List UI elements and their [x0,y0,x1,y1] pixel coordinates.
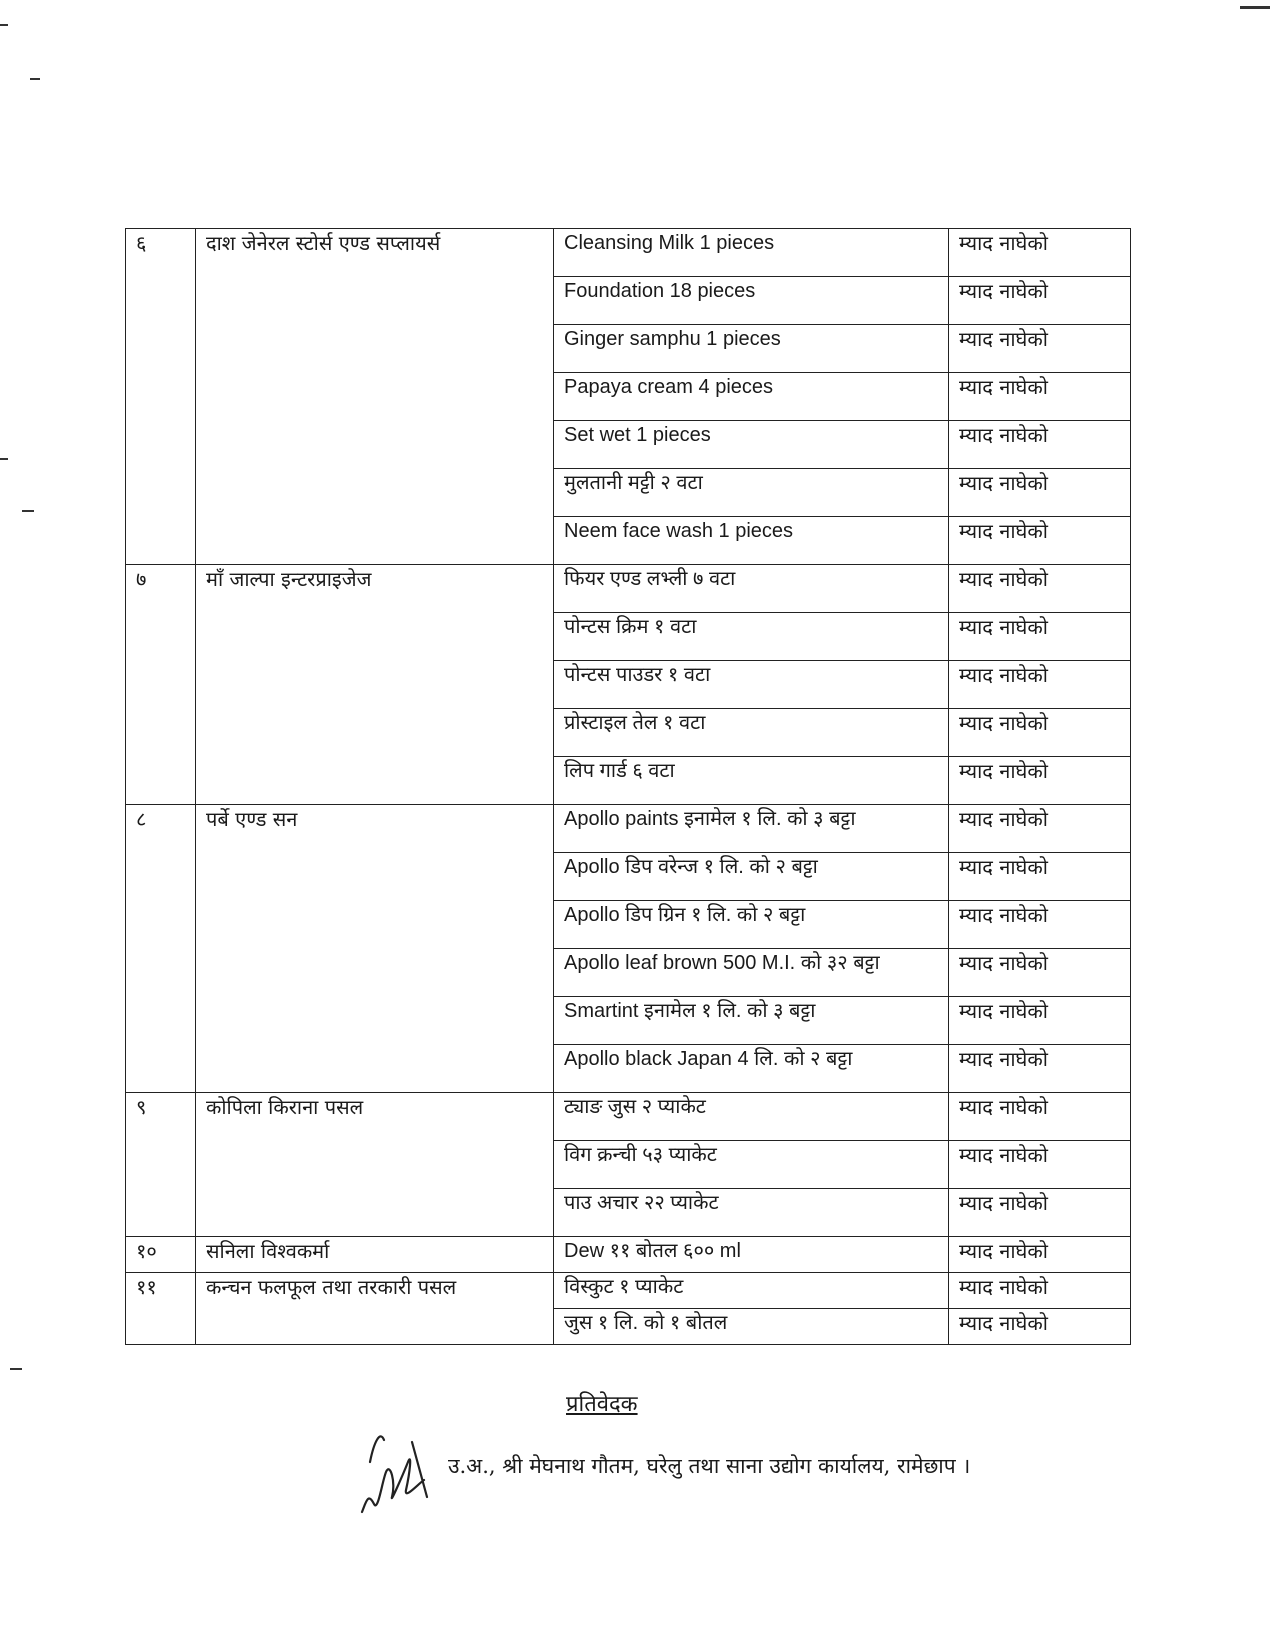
expiry-status-cell: म्याद नाघेको [949,1189,1131,1237]
item-description-cell: मुलतानी मट्टी २ वटा [554,469,949,517]
item-description-cell: Apollo paints इनामेल १ लि. को ३ बट्टा [554,805,949,853]
expiry-status-cell: म्याद नाघेको [949,277,1131,325]
signature [352,1422,432,1522]
item-description-cell: Papaya cream 4 pieces [554,373,949,421]
scan-mark [0,24,8,26]
serial-number-cell: ७ [126,565,196,805]
table-row [126,1273,1131,1309]
table-row [126,229,1131,277]
item-description-cell: ट्याङ जुस २ प्याकेट [554,1093,949,1141]
expiry-status-cell: म्याद नाघेको [949,1093,1131,1141]
item-description-cell: विग क्रन्ची ५३ प्याकेट [554,1141,949,1189]
scan-mark [22,510,34,512]
shop-name-cell: माँ जाल्पा इन्टरप्राइजेज [196,565,554,805]
expiry-status-cell: म्याद नाघेको [949,901,1131,949]
scan-mark [10,1368,22,1370]
expiry-status-cell: म्याद नाघेको [949,1237,1131,1273]
item-description-cell: Ginger samphu 1 pieces [554,325,949,373]
reporter-heading: प्रतिवेदक [566,1392,638,1417]
expiry-status-cell: म्याद नाघेको [949,805,1131,853]
serial-number-cell: ११ [126,1273,196,1345]
serial-number-cell: ९ [126,1093,196,1237]
expiry-status-cell: म्याद नाघेको [949,565,1131,613]
item-description-cell: Cleansing Milk 1 pieces [554,229,949,277]
scan-mark [30,78,40,80]
item-description-cell: Apollo black Japan 4 लि. को २ बट्टा [554,1045,949,1093]
item-description-cell: Apollo डिप ग्रिन १ लि. को २ बट्टा [554,901,949,949]
item-description-cell: Foundation 18 pieces [554,277,949,325]
shop-name-cell: सनिला विश्वकर्मा [196,1237,554,1273]
expiry-status-cell: म्याद नाघेको [949,229,1131,277]
item-description-cell: Dew ११ बोतल ६०० ml [554,1237,949,1273]
shop-name-cell: कन्चन फलफूल तथा तरकारी पसल [196,1273,554,1345]
item-description-cell: पोन्टस क्रिम १ वटा [554,613,949,661]
expiry-status-cell: म्याद नाघेको [949,1141,1131,1189]
expiry-status-cell: म्याद नाघेको [949,853,1131,901]
expiry-status-cell: म्याद नाघेको [949,373,1131,421]
reporter-details: उ.अ., श्री मेघनाथ गौतम, घरेलु तथा साना उद्योग कार्यालय, रामेछाप । [448,1454,971,1478]
item-description-cell: पाउ अचार २२ प्याकेट [554,1189,949,1237]
expiry-status-cell: म्याद नाघेको [949,997,1131,1045]
item-description-cell: Apollo leaf brown 500 M.I. को ३२ बट्टा [554,949,949,997]
table-row [126,565,1131,613]
item-description-cell: जुस १ लि. को १ बोतल [554,1309,949,1345]
shop-name-cell: दाश जेनेरल स्टोर्स एण्ड सप्लायर्स [196,229,554,565]
expiry-status-cell: म्याद नाघेको [949,517,1131,565]
item-description-cell: प्रोस्टाइल तेल १ वटा [554,709,949,757]
expiry-status-cell: म्याद नाघेको [949,325,1131,373]
expiry-status-cell: म्याद नाघेको [949,709,1131,757]
table-row [126,1237,1131,1273]
expiry-status-cell: म्याद नाघेको [949,661,1131,709]
scan-mark [1240,6,1270,9]
expiry-status-cell: म्याद नाघेको [949,469,1131,517]
expiry-status-cell: म्याद नाघेको [949,1273,1131,1309]
table-row [126,805,1131,853]
table-body [126,229,1131,1345]
serial-number-cell: ६ [126,229,196,565]
item-description-cell: Set wet 1 pieces [554,421,949,469]
serial-number-cell: ८ [126,805,196,1093]
expired-items-table [125,228,1131,1345]
expiry-status-cell: म्याद नाघेको [949,613,1131,661]
item-description-cell: Smartint इनामेल १ लि. को ३ बट्टा [554,997,949,1045]
expiry-status-cell: म्याद नाघेको [949,1045,1131,1093]
item-description-cell: Apollo डिप वरेन्ज १ लि. को २ बट्टा [554,853,949,901]
expiry-status-cell: म्याद नाघेको [949,421,1131,469]
expiry-status-cell: म्याद नाघेको [949,1309,1131,1345]
shop-name-cell: कोपिला किराना पसल [196,1093,554,1237]
item-description-cell: लिप गार्ड ६ वटा [554,757,949,805]
expiry-status-cell: म्याद नाघेको [949,949,1131,997]
item-description-cell: पोन्टस पाउडर १ वटा [554,661,949,709]
shop-name-cell: पर्बे एण्ड सन [196,805,554,1093]
item-description-cell: फियर एण्ड लभ्ली ७ वटा [554,565,949,613]
serial-number-cell: १० [126,1237,196,1273]
item-description-cell: Neem face wash 1 pieces [554,517,949,565]
item-description-cell: विस्कुट १ प्याकेट [554,1273,949,1309]
scan-mark [0,458,8,460]
table-row [126,1093,1131,1141]
expiry-status-cell: म्याद नाघेको [949,757,1131,805]
